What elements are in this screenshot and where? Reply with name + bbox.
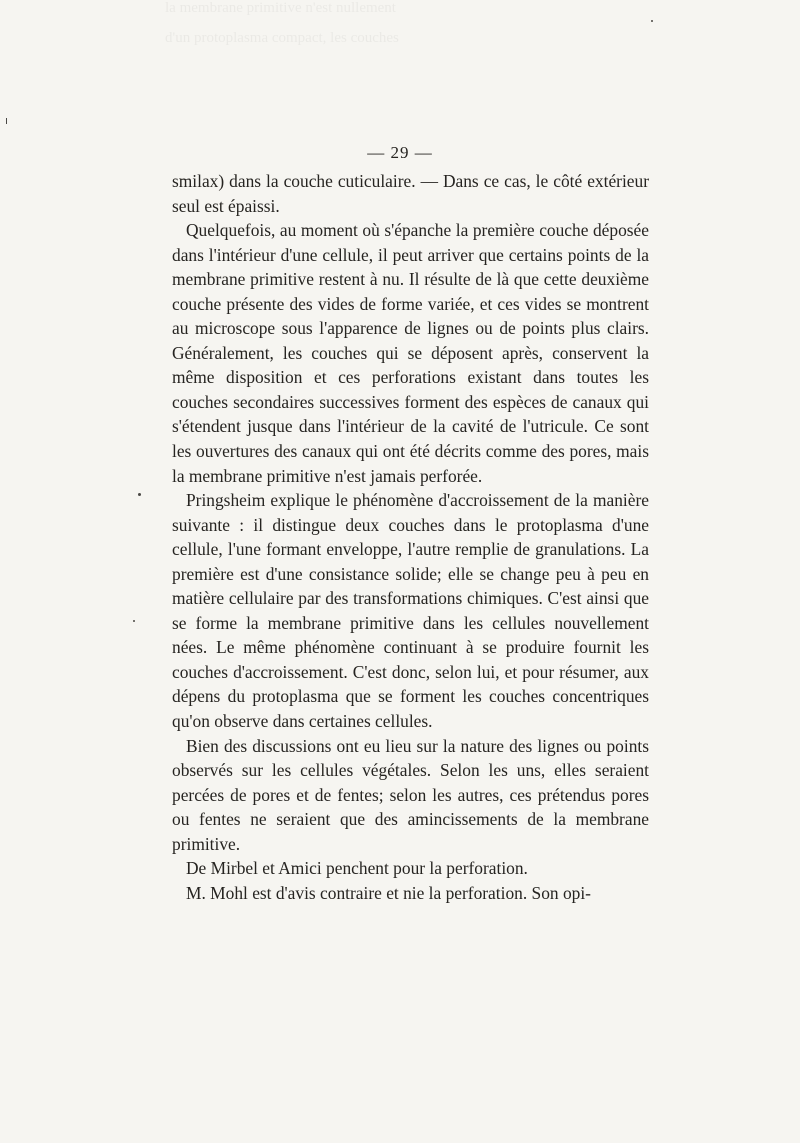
ink-speck — [651, 20, 653, 22]
bleed-through-line: d'un protoplasma compact, les couches — [165, 30, 399, 46]
paragraph-discussions: Bien des discussions ont eu lieu sur la nature des lignes ou points observés sur les cellules végétales. Selon les uns, elles seraient percées de pores et de fentes; selon les autres, ces prétendus pores ou fentes ne seraient que des amincissements de la membrane primitive. — [172, 735, 649, 854]
paragraph-mirbel-amici: De Mirbel et Amici penchent pour la perforation. — [186, 858, 528, 879]
bleed-through-line: la membrane primitive n'est nullement — [165, 0, 396, 16]
ink-speck — [133, 620, 135, 622]
body-text — [172, 169, 649, 905]
paragraph-layer-perforations: Quelquefois, au moment où s'épanche la première couche déposée dans l'intérieur d'une cellule, il peut arriver que certains points de la membrane primitive restent à nu. Il résulte de là que cette deuxième couche présente des vides de forme variée, et ces vides se montrent au microscope sous l'apparence de lignes ou de points plus clairs. Généralement, les couches qui se déposent après, conservent la même disposition et ces perforations existant dans toutes les couches secondaires successives forment des espèces de canaux qui s'étendent jusque dans l'intérieur de la cavité de l'utricule. Ce sont les ouvertures des canaux qui ont été décrits comme des pores, mais la membrane primitive n'est jamais perforée. — [172, 220, 649, 486]
paragraph-pringsheim: Pringsheim explique le phénomène d'accroissement de la manière suivante : il distingue deux couches dans le protoplasma d'une cellule, l'une formant enveloppe, l'autre remplie de granulations. La première est d'une consistance solide; elle se change peu à peu en matière cellulaire par des transformations chimiques. C'est ainsi que se forme la membrane primitive dans les cellules nouvellement nées. Le même phénomène continuant à se produire fournit les couches d'accroissement. C'est donc, selon lui, et pour résumer, aux dépens du protoplasma que se forment les couches concentriques qu'on observe dans certaines cellules. — [172, 490, 649, 732]
page-number: — 29 — — [367, 143, 433, 162]
ink-speck — [138, 493, 141, 496]
ink-speck — [6, 118, 7, 124]
paragraph-mohl: M. Mohl est d'avis contraire et nie la perforation. Son opi- — [186, 882, 591, 903]
paragraph-continuation: smilax) dans la couche cuticulaire. — Dans ce cas, le côté extérieur seul est épaissi. — [172, 171, 649, 216]
